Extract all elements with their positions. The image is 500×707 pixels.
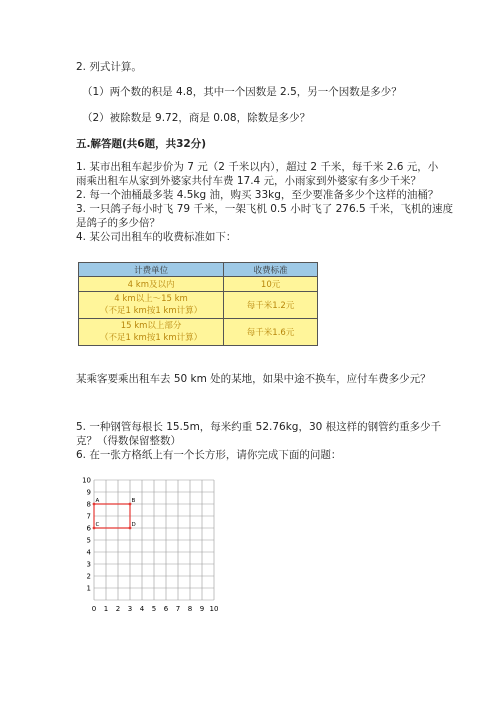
x-tick-label: 10 — [209, 605, 219, 613]
vertex-label: D — [131, 522, 136, 528]
y-tick-label: 2 — [86, 572, 91, 581]
vertex-label: C — [95, 522, 100, 528]
header-unit: 计费单位 — [79, 263, 224, 277]
row-2-unit-main: 4 km以上～15 km — [114, 294, 188, 304]
row-1-fee: 10元 — [224, 277, 318, 292]
row-2-unit — [79, 292, 224, 319]
problem-3-line-1: 3. 一只鸽子每小时飞 79 千米，一架飞机 0.5 小时飞了 276.5 千米，飞机的速度 — [76, 203, 453, 215]
x-tick-label: 6 — [163, 605, 169, 613]
x-tick-label: 8 — [187, 605, 193, 613]
section2-question-1: （1）两个数的积是 4.8，其中一个因数是 2.5，另一个因数是多少？ — [82, 86, 402, 98]
vertex-label: A — [95, 498, 100, 504]
y-tick-label: 1 — [86, 584, 91, 593]
y-tick-label: 7 — [86, 512, 91, 521]
problem-4-question: 某乘客要乘出租车去 50 km 处的某地，如果中途不换车，应付车费多少元？ — [76, 373, 431, 385]
x-tick-label: 4 — [139, 605, 145, 613]
table-row — [79, 292, 318, 319]
row-2-unit-note: （不足1 km按1 km计算） — [100, 306, 203, 316]
vertex-label: B — [131, 498, 136, 504]
row-3-unit-main: 15 km以上部分 — [120, 321, 182, 331]
fee-table-header — [79, 263, 318, 277]
row-1-unit: 4 km及以内 — [79, 277, 224, 292]
problem-5-line-1: 5. 一种钢管每根长 15.5m，每米约重 52.76kg，30 根这样的钢管约重多少千 — [76, 421, 442, 433]
x-tick-label: 9 — [199, 605, 205, 613]
x-tick-label: 0 — [91, 605, 97, 613]
x-tick-label: 5 — [151, 605, 157, 613]
grid-paper — [82, 476, 244, 617]
y-tick-label: 5 — [86, 536, 91, 545]
problem-6: 6. 在一张方格纸上有一个长方形，请你完成下面的问题： — [76, 449, 342, 461]
problem-2: 2. 每一个油桶最多装 4.5kg 油，购买 33kg，至少要准备多少个这样的油桶？ — [76, 189, 439, 201]
section2-question-2: （2）被除数是 9.72，商是 0.08，除数是多少？ — [82, 112, 311, 124]
x-tick-label: 1 — [103, 605, 109, 613]
fee-table — [78, 262, 318, 346]
problem-3-line-2: 是鸽子的多少倍？ — [76, 217, 160, 229]
x-tick-label: 7 — [175, 605, 181, 613]
x-tick-label: 2 — [115, 605, 121, 613]
table-row — [79, 319, 318, 346]
problem-5-line-2: 克？（得数保留整数） — [76, 435, 181, 447]
y-tick-label: 6 — [86, 524, 91, 533]
header-fee: 收费标准 — [224, 263, 318, 277]
problem-1-line-2: 雨乘出租车从家到外婆家共付车费 17.4 元，小雨家到外婆家有多少千米？ — [76, 175, 422, 187]
section2-title: 2. 列式计算。 — [76, 61, 142, 73]
section5-title: 五.解答题(共6题，共32分) — [76, 138, 207, 150]
problem-1-line-1: 1. 某市出租车起步价为 7 元（2 千米以内），超过 2 千米，每千米 2.6 元，小 — [76, 161, 439, 173]
row-3-fee: 每千米1.6元 — [224, 319, 318, 346]
row-3-unit — [79, 319, 224, 346]
x-tick-label: 3 — [127, 605, 133, 613]
y-tick-label: 8 — [86, 500, 91, 509]
grid-lines — [94, 480, 214, 600]
row-3-unit-note: （不足1 km按1 km计算） — [100, 333, 203, 343]
problem-4: 4. 某公司出租车的收费标准如下： — [76, 231, 237, 243]
y-tick-label: 4 — [86, 548, 91, 557]
grid-tick-labels — [82, 477, 218, 614]
rectangle-abcd — [93, 498, 136, 529]
y-tick-label: 10 — [82, 476, 91, 485]
row-2-fee: 每千米1.2元 — [224, 292, 318, 319]
y-tick-label: 3 — [86, 560, 91, 569]
y-tick-label: 9 — [86, 488, 91, 497]
table-row — [79, 277, 318, 292]
